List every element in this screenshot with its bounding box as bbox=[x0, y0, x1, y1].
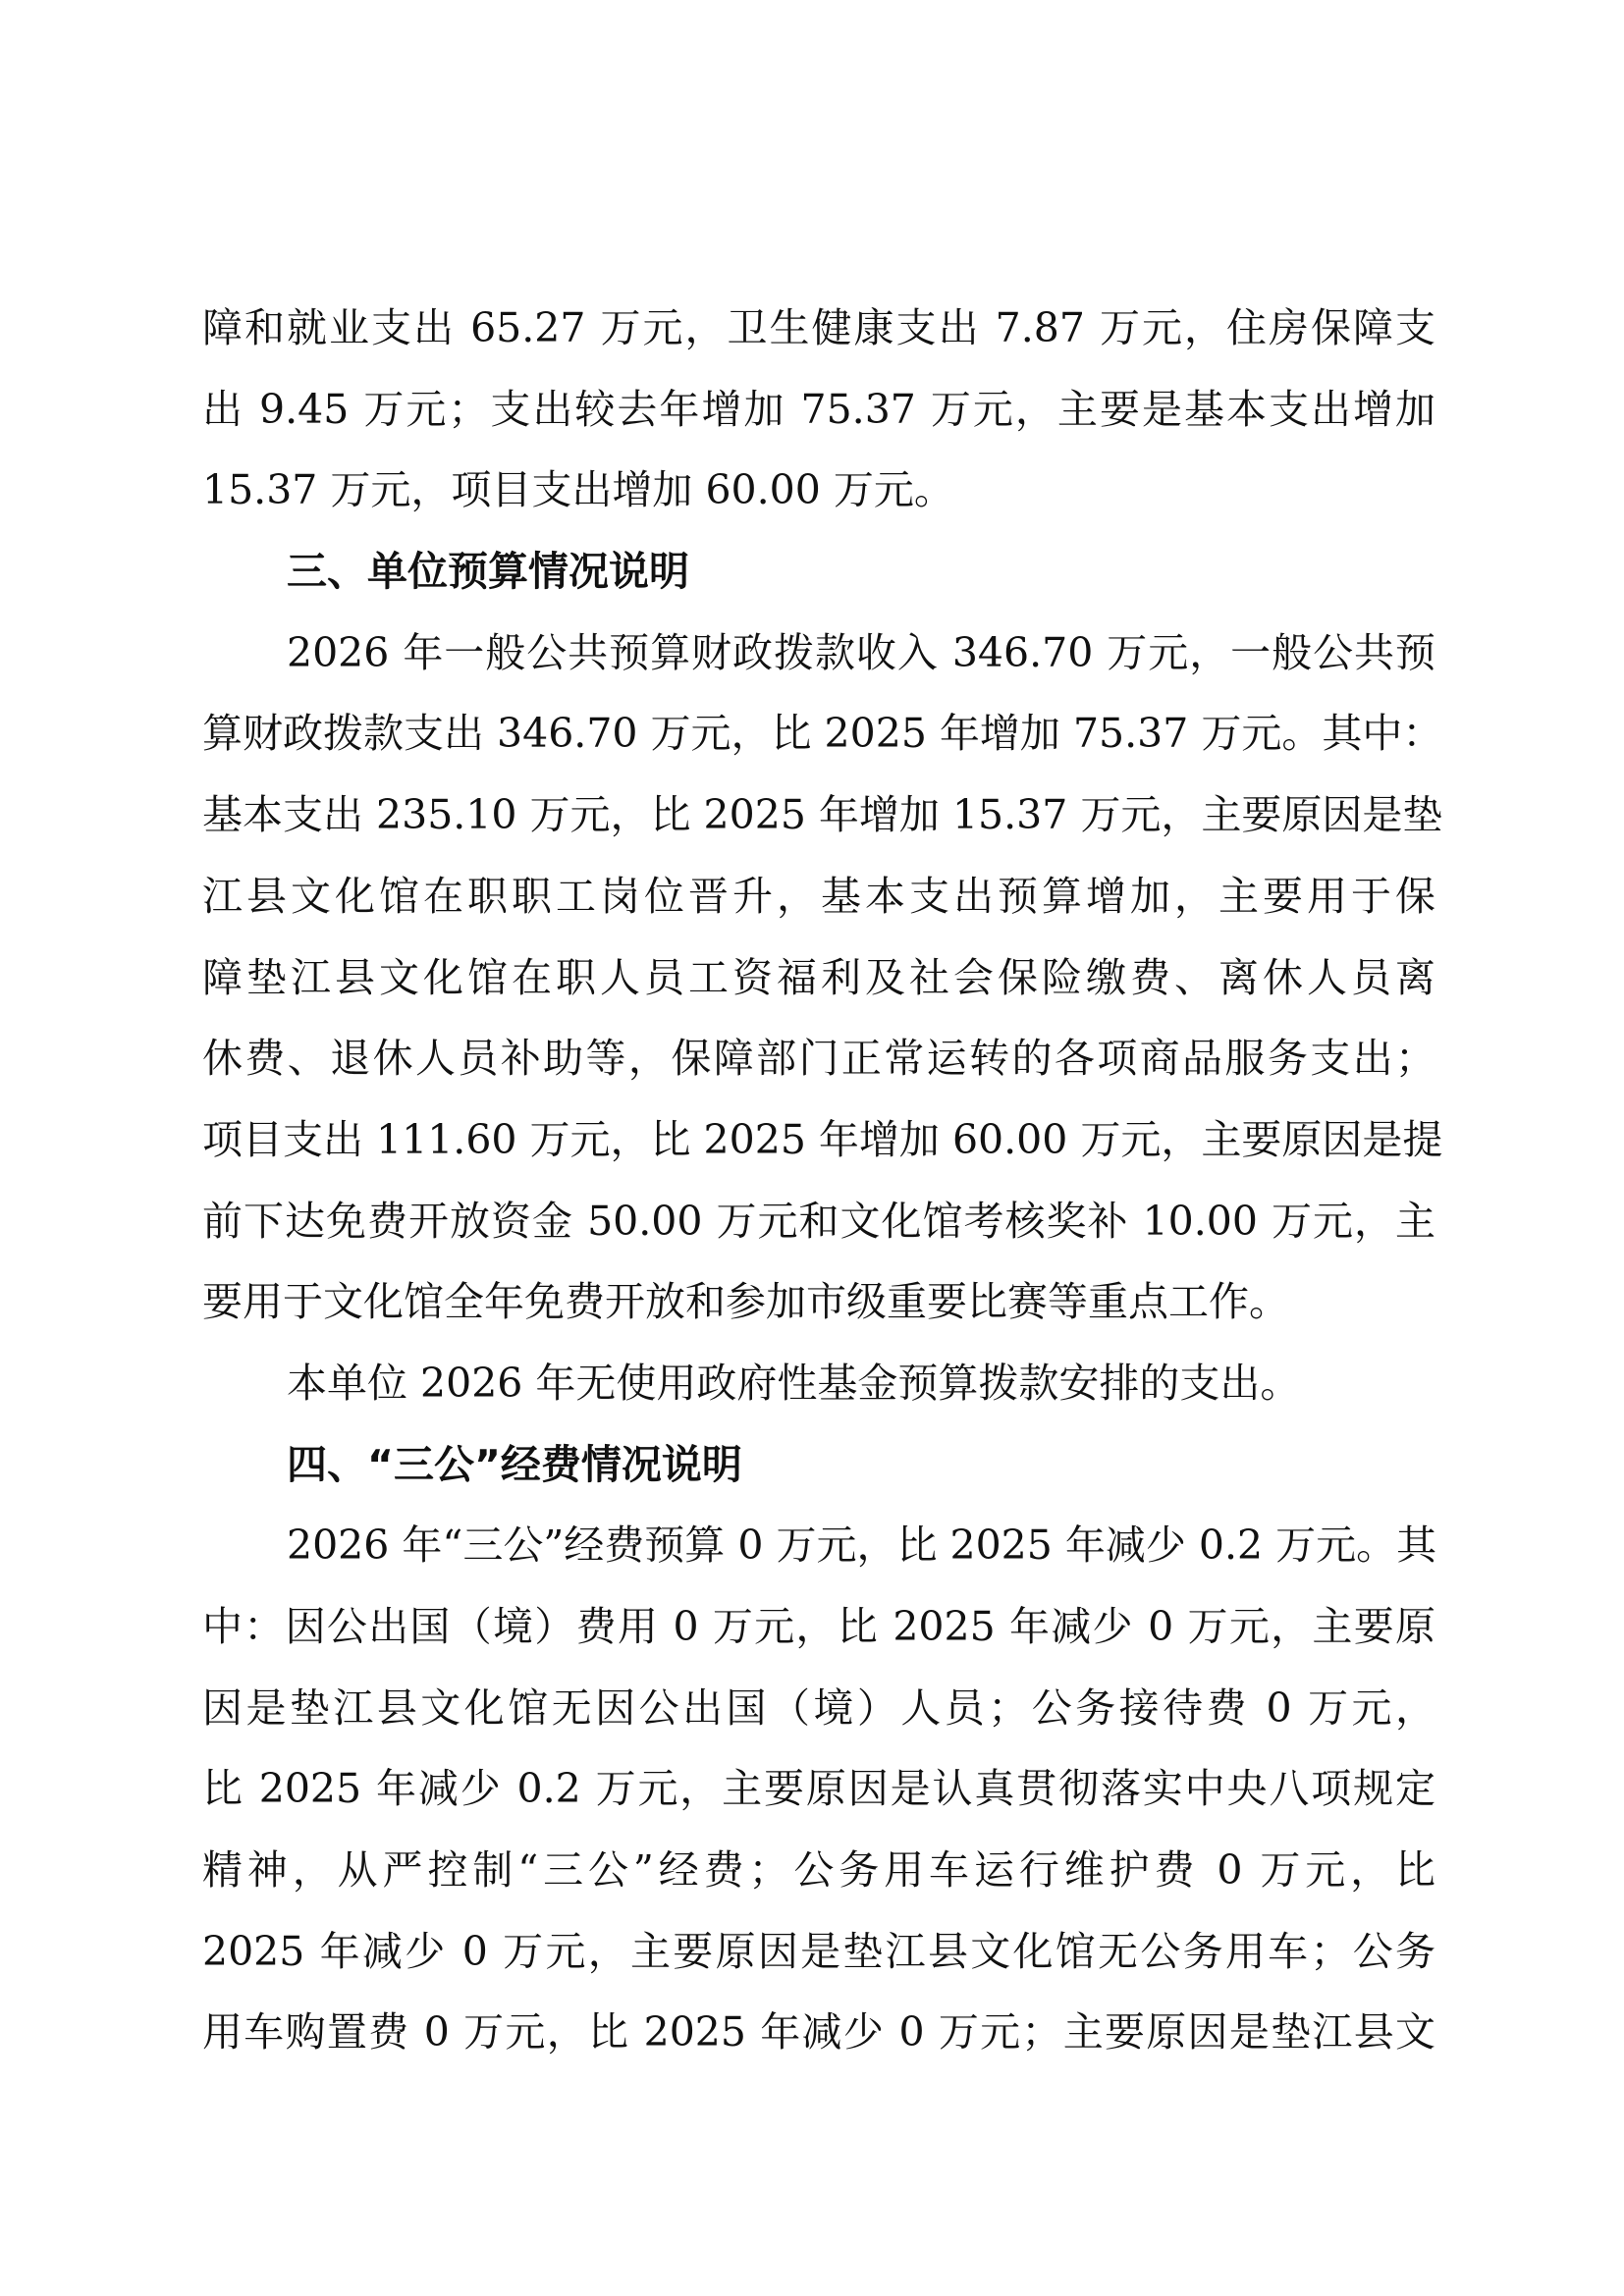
text-line: 障垫江县文化馆在职人员工资福利及社会保险缴费、离休人员离 bbox=[202, 953, 1435, 1001]
text-line: 本单位 2026 年无使用政府性基金预算拨款安排的支出。 bbox=[287, 1359, 1301, 1407]
document-page bbox=[202, 288, 1443, 2073]
text-line: 算财政拨款支出 346.70 万元，比 2025 年增加 75.37 万元。其中： bbox=[202, 710, 1443, 758]
text-line: 基本支出 235.10 万元，比 2025 年增加 15.37 万元，主要原因是垫 bbox=[202, 791, 1443, 839]
text-line: 2025 年减少 0 万元，主要原因是垫江县文化馆无公务用车；公务 bbox=[202, 1927, 1435, 1975]
text-line: 中：因公出国（境）费用 0 万元，比 2025 年减少 0 万元，主要原 bbox=[202, 1603, 1435, 1650]
text-line: 项目支出 111.60 万元，比 2025 年增加 60.00 万元，主要原因是提 bbox=[202, 1115, 1443, 1163]
text-line: 用车购置费 0 万元，比 2025 年减少 0 万元；主要原因是垫江县文 bbox=[202, 2008, 1435, 2056]
section-heading-4: 四、“三公”经费情况说明 bbox=[287, 1440, 742, 1488]
text-line: 精神，从严控制“三公”经费；公务用车运行维护费 0 万元，比 bbox=[202, 1846, 1435, 1895]
text-line: 障和就业支出 65.27 万元，卫生健康支出 7.87 万元，住房保障支 bbox=[202, 304, 1435, 351]
text-line: 前下达免费开放资金 50.00 万元和文化馆考核奖补 10.00 万元，主 bbox=[202, 1197, 1435, 1245]
text-line: 2026 年“三公”经费预算 0 万元，比 2025 年减少 0.2 万元。其 bbox=[287, 1522, 1437, 1570]
text-line: 江县文化馆在职职工岗位晋升，基本支出预算增加，主要用于保 bbox=[202, 872, 1435, 920]
text-line: 休费、退休人员补助等，保障部门正常运转的各项商品服务支出； bbox=[202, 1035, 1435, 1083]
section-heading-3: 三、单位预算情况说明 bbox=[287, 548, 689, 596]
text-line: 因是垫江县文化馆无因公出国（境）人员；公务接待费 0 万元， bbox=[202, 1683, 1435, 1732]
text-line: 比 2025 年减少 0.2 万元，主要原因是认真贯彻落实中央八项规定 bbox=[202, 1765, 1435, 1813]
text-line: 要用于文化馆全年免费开放和参加市级重要比赛等重点工作。 bbox=[202, 1278, 1289, 1326]
text-line: 出 9.45 万元；支出较去年增加 75.37 万元，主要是基本支出增加 bbox=[202, 385, 1435, 433]
text-line: 15.37 万元，项目支出增加 60.00 万元。 bbox=[202, 466, 954, 514]
text-line: 2026 年一般公共预算财政拨款收入 346.70 万元，一般公共预 bbox=[287, 628, 1435, 676]
